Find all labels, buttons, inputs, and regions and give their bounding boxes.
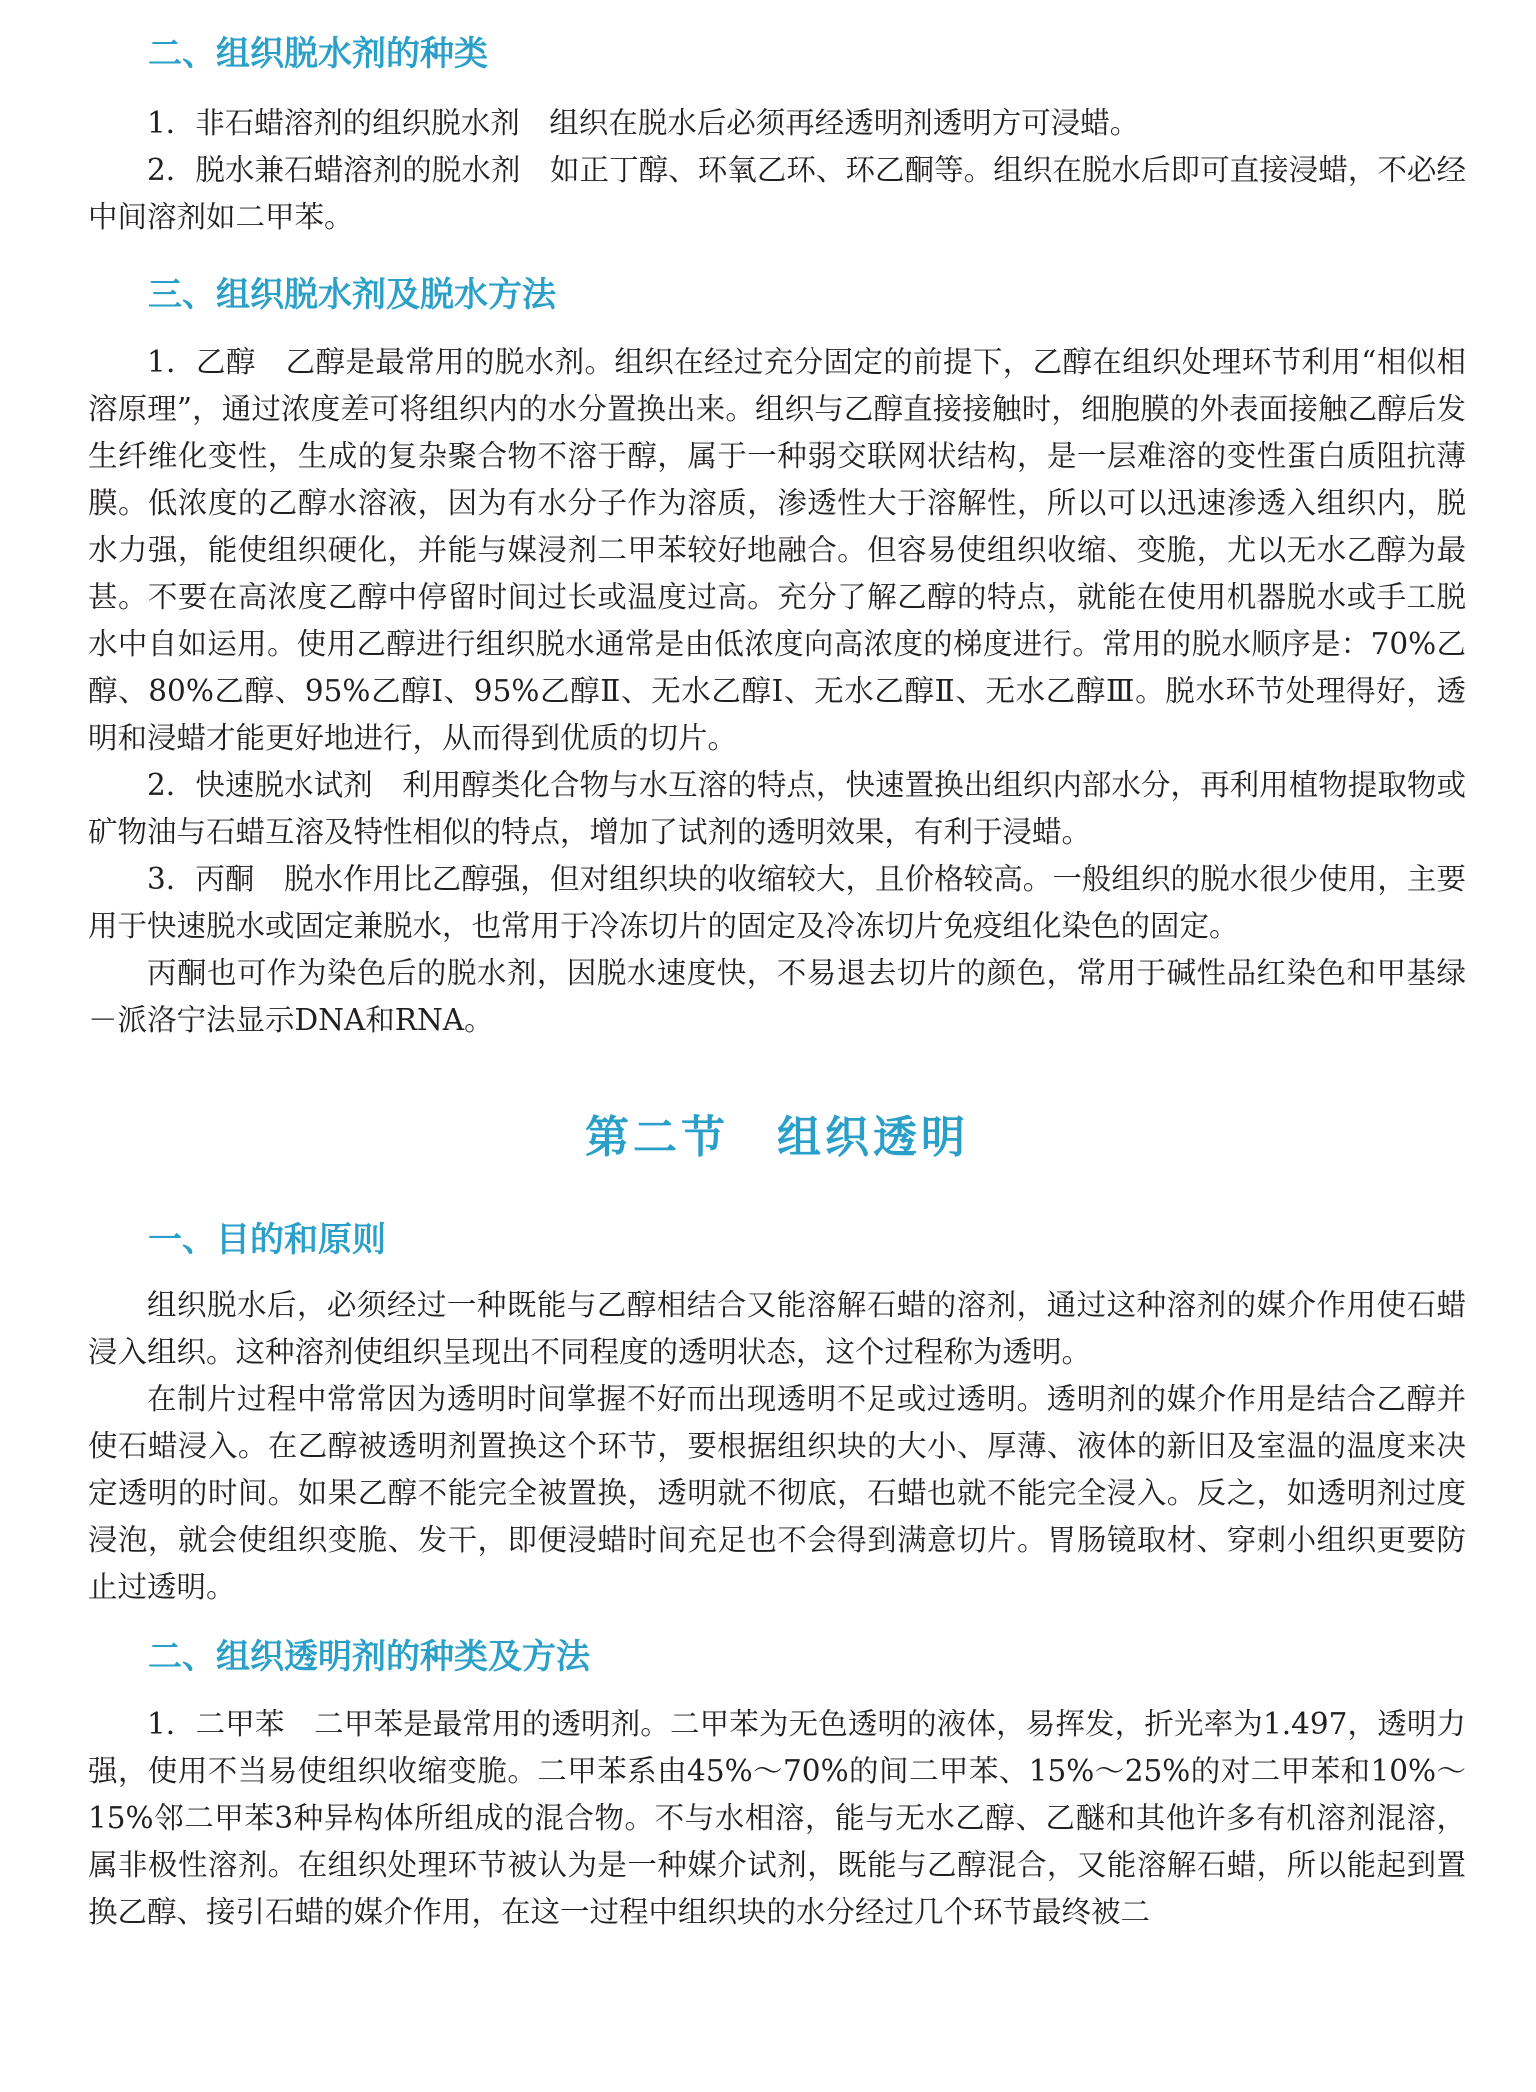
paragraph: 在制片过程中常常因为透明时间掌握不好而出现透明不足或过透明。透明剂的媒介作用是结合乙醇并使石蜡浸入。在乙醇被透明剂置换这个环节，要根据组织块的大小、厚薄、液体的新旧及室温的温度来决定透明的时间。如果乙醇不能完全被置换，透明就不彻底，石蜡也就不能完全浸入。反之，如透明剂过度浸泡，就会使组织变脆、发干，即便浸蜡时间充足也不会得到满意切片。胃肠镜取材、穿刺小组织更要防止过透明。 <box>88 1382 1466 1604</box>
section-title: 第二节 组织透明 <box>585 1112 969 1163</box>
paragraph: 2．快速脱水试剂 利用醇类化合物与水互溶的特点，快速置换出组织内部水分，再利用植物提取物或矿物油与石蜡互溶及特性相似的特点，增加了试剂的透明效果，有利于浸蜡。 <box>88 768 1466 849</box>
paragraph: 组织脱水后，必须经过一种既能与乙醇相结合又能溶解石蜡的溶剂，通过这种溶剂的媒介作用使石蜡浸入组织。这种溶剂使组织呈现出不同程度的透明状态，这个过程称为透明。 <box>88 1288 1466 1369</box>
paragraph: 1．乙醇 乙醇是最常用的脱水剂。组织在经过充分固定的前提下，乙醇在组织处理环节利用“相似相溶原理”，通过浓度差可将组织内的水分置换出来。组织与乙醇直接接触时，细胞膜的外表面接触乙醇后发生纤维化变性，生成的复杂聚合物不溶于醇，属于一种弱交联网状结构，是一层难溶的变性蛋白质阻抗薄膜。低浓度的乙醇水溶液，因为有水分子作为溶质，渗透性大于溶解性，所以可以迅速渗透入组织内，脱水力强，能使组织硬化，并能与媒浸剂二甲苯较好地融合。但容易使组织收缩、变脆，尤以无水乙醇为最甚。不要在高浓度乙醇中停留时间过长或温度过高。充分了解乙醇的特点，就能在使用机器脱水或手工脱水中自如运用。使用乙醇进行组织脱水通常是由低浓度向高浓度的梯度进行。常用的脱水顺序是：70%乙醇、80%乙醇、95%乙醇Ⅰ、95%乙醇Ⅱ、无水乙醇Ⅰ、无水乙醇Ⅱ、无水乙醇Ⅲ。脱水环节处理得好，透明和浸蜡才能更好地进行，从而得到优质的切片。 <box>88 345 1466 755</box>
heading-dehydrant-methods: 三、组织脱水剂及脱水方法 <box>148 275 556 315</box>
heading-dehydrant-types: 二、组织脱水剂的种类 <box>148 34 488 74</box>
heading-clearing-agents: 二、组织透明剂的种类及方法 <box>148 1637 590 1677</box>
paragraph: 丙酮也可作为染色后的脱水剂，因脱水速度快，不易退去切片的颜色，常用于碱性品红染色和甲基绿－派洛宁法显示DNA和RNA。 <box>88 956 1466 1037</box>
page-content <box>88 30 1466 1936</box>
paragraph: 3．丙酮 脱水作用比乙醇强，但对组织块的收缩较大，且价格较高。一般组织的脱水很少使用，主要用于快速脱水或固定兼脱水，也常用于冷冻切片的固定及冷冻切片免疫组化染色的固定。 <box>88 862 1466 943</box>
heading-purpose: 一、目的和原则 <box>148 1220 386 1260</box>
paragraph: 1．二甲苯 二甲苯是最常用的透明剂。二甲苯为无色透明的液体，易挥发，折光率为1.497，透明力强，使用不当易使组织收缩变脆。二甲苯系由45%～70%的间二甲苯、15%～25%的对二甲苯和10%～15%邻二甲苯3种异构体所组成的混合物。不与水相溶，能与无水乙醇、乙醚和其他许多有机溶剂混溶，属非极性溶剂。在组织处理环节被认为是一种媒介试剂，既能与乙醇混合，又能溶解石蜡，所以能起到置换乙醇、接引石蜡的媒介作用，在这一过程中组织块的水分经过几个环节最终被二 <box>88 1707 1466 1929</box>
paragraph: 1．非石蜡溶剂的组织脱水剂 组织在脱水后必须再经透明剂透明方可浸蜡。 <box>147 106 1140 140</box>
paragraph: 2．脱水兼石蜡溶剂的脱水剂 如正丁醇、环氧乙环、环乙酮等。组织在脱水后即可直接浸蜡，不必经中间溶剂如二甲苯。 <box>88 153 1466 234</box>
